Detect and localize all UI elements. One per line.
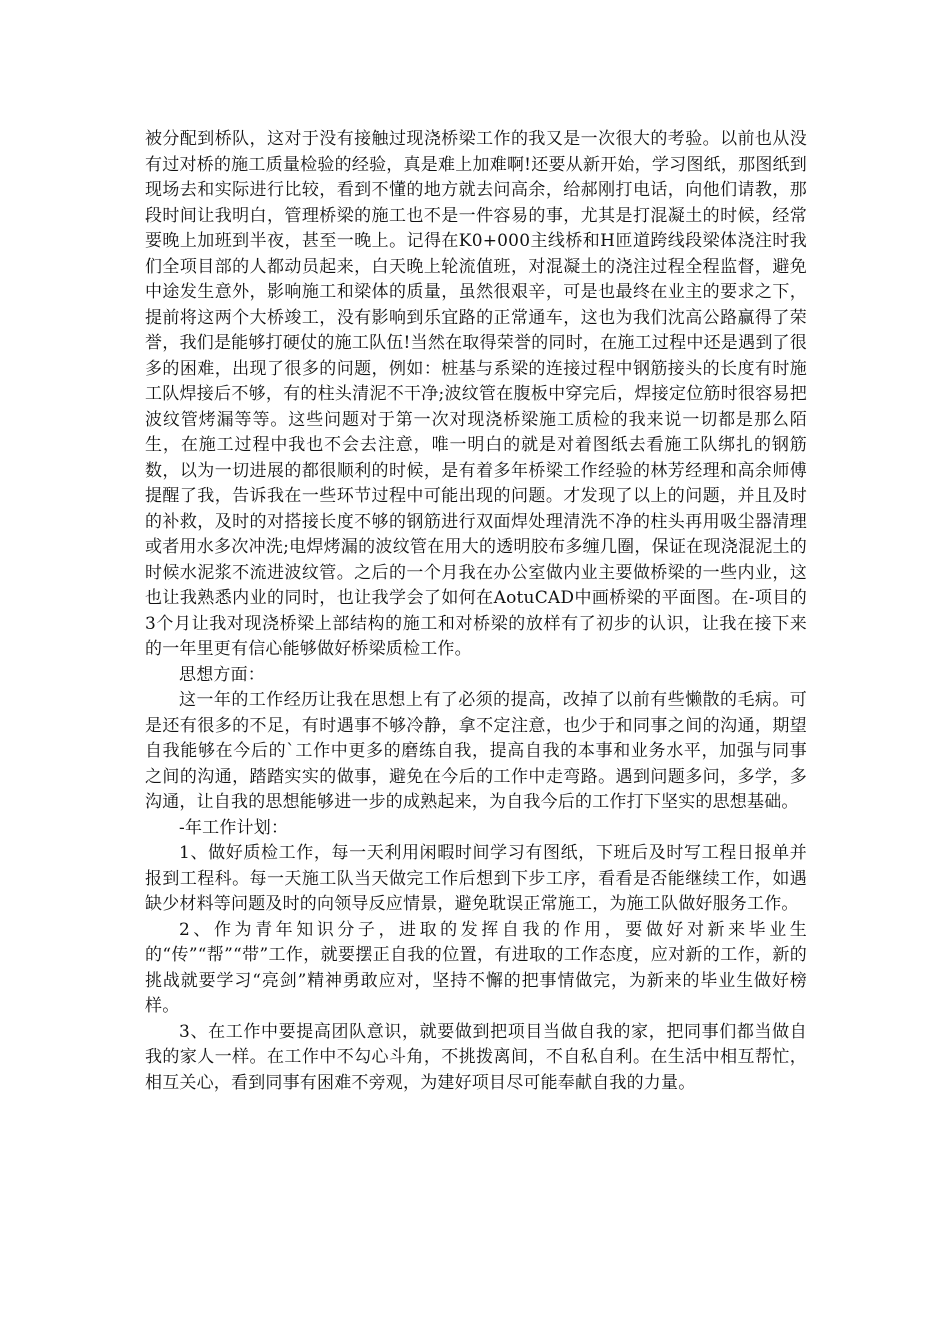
plan-item-3: 3、在工作中要提高团队意识，就要做到把项目当做自我的家，把同事们都当做自我的家人一样。在工作中不勾心斗角，不挑拨离间，不自私自利。在生活中相互帮忙，相互关心，看到同事有困难不旁观，为建好项目尽可能奉献自我的力量。 bbox=[145, 1021, 807, 1093]
paragraph-bridge-experience: 被分配到桥队，这对于没有接触过现浇桥梁工作的我又是一次很大的考验。以前也从没有过对桥的施工质量检验的经验，真是难上加难啊!还要从新开始，学习图纸，那图纸到现场去和实际进行比较，看到不懂的地方就去问高余，给郝刚打电话，向他们请教，那段时间让我明白，管理桥梁的施工也不是一件容易的事，尤其是打混凝土的时候，经常要晚上加班到半夜，甚至一晚上。记得在K0+000主线桥和H匝道跨线段梁体浇注时我们全项目部的人都动员起来，白天晚上轮流值班，对混凝土的浇注过程全程监督，避免中途发生意外，影响施工和梁体的质量，虽然很艰辛，可是也最终在业主的要求之下，提前将这两个大桥竣工，没有影响到乐宜路的正常通车，这也为我们沈高公路赢得了荣誉，我们是能够打硬仗的施工队伍!当然在取得荣誉的同时，在施工过程中还是遇到了很多的困难，出现了很多的问题，例如：桩基与系梁的连接过程中钢筋接头的长度有时施工队焊接后不够，有的柱头清泥不干净;波纹管在腹板中穿完后，焊接定位筋时很容易把波纹管烤漏等等。这些问题对于第一次对现浇桥梁施工质检的我来说一切都是那么陌生，在施工过程中我也不会去注意，唯一明白的就是对着图纸去看施工队绑扎的钢筋数，以为一切进展的都很顺利的时候，是有着多年桥梁工作经验的林芳经理和高余师傅提醒了我，告诉我在一些环节过程中可能出现的问题。才发现了以上的问题，并且及时的补救，及时的对搭接长度不够的钢筋进行双面焊处理清洗不净的柱头再用吸尘器清理或者用水多次冲洗;电焊烤漏的波纹管在用大的透明胶布多缠几圈，保证在现浇混泥土的时候水泥浆不流进波纹管。之后的一个月我在办公室做内业主要做桥梁的一些内业，这也让我熟悉内业的同时，也让我学会了如何在AotuCAD中画桥梁的平面图。在-项目的3个月让我对现浇桥梁上部结构的施工和对桥梁的放样有了初步的认识，让我在接下来的一年里更有信心能够做好桥梁质检工作。 bbox=[145, 129, 807, 659]
plan-item-1: 1、做好质检工作，每一天利用闲暇时间学习有图纸，下班后及时写工程日报单并报到工程科。每一天施工队当天做完工作后想到下步工序，看看是否能继续工作，如遇缺少材料等问题及时的向领导反应情景，避免耽误正常施工，为施工队做好服务工作。 bbox=[145, 843, 807, 914]
document-body bbox=[145, 127, 807, 1096]
heading-thought-aspect: 思想方面： bbox=[179, 664, 265, 685]
plan-item-2: 2、作为青年知识分子，进取的发挥自我的作用，要做好对新来毕业生的“传”“帮”“带”工作，就要摆正自我的位置，有进取的工作态度，应对新的工作，新的挑战就要学习“亮剑”精神勇敢应对，坚持不懈的把事情做完，为新来的毕业生做好榜样。 bbox=[145, 919, 808, 1016]
heading-work-plan: -年工作计划： bbox=[179, 817, 289, 838]
paragraph-thought: 这一年的工作经历让我在思想上有了必须的提高，改掉了以前有些懒散的毛病。可是还有很多的不足，有时遇事不够冷静，拿不定注意，也少于和同事之间的沟通，期望自我能够在今后的`工作中更多的磨练自我，提高自我的本事和业务水平，加强与同事之间的沟通，踏踏实实的做事，避免在今后的工作中走弯路。遇到问题多问，多学，多沟通，让自我的思想能够进一步的成熟起来，为自我今后的工作打下坚实的思想基础。 bbox=[145, 690, 807, 812]
